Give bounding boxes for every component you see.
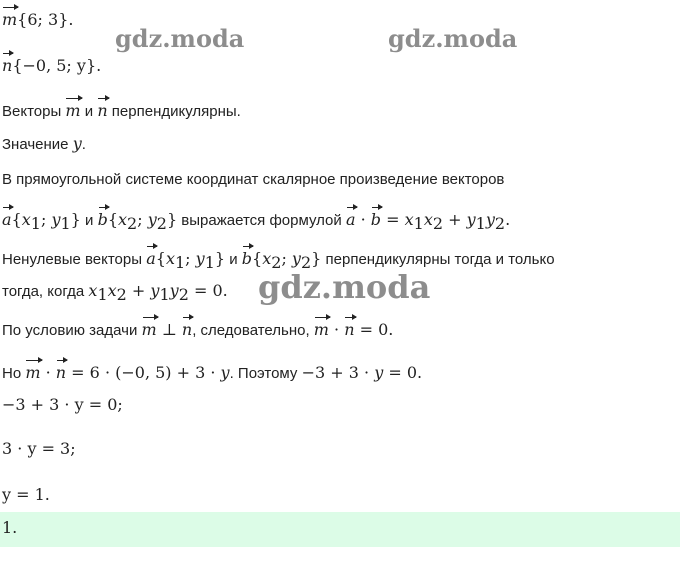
answer-value: 1. <box>2 518 18 537</box>
equation-step-1: −3 + 3 · y = 0; <box>2 395 123 414</box>
equation-step-3: y = 1. <box>2 485 50 504</box>
watermark: gdz.moda <box>115 24 245 53</box>
given-m: m{6; 3}. <box>2 4 73 33</box>
watermark: gdz.moda <box>258 268 431 306</box>
watermark: gdz.moda <box>388 24 518 53</box>
statement-find: Значение y. <box>2 134 86 153</box>
equation-step-2: 3 · y = 3; <box>2 439 76 458</box>
answer-box <box>0 512 680 547</box>
condition-applied: По условию задачи m ⊥ n, следовательно, m · n = 0. <box>2 314 393 343</box>
statement-perpendicular: Векторы m и n перпендикулярны. <box>2 95 241 124</box>
perpendicular-condition-cont: тогда, когда $x_1x_2 + y_1y_2 = 0$. <box>2 281 228 304</box>
perpendicular-condition: Ненулевые векторы $a\{x_1$; $y_1$} и $b\{x_2$; $y_2$} перпендикулярны тогда и только <box>2 243 555 275</box>
dot-product-formula: $a\{x_1$; $y_1$} и $b\{x_2$; $y_2$} выражается формулой $a \cdot b = x_1x_2 + y_1y_2$. <box>2 204 510 236</box>
theory-line: В прямоугольной системе координат скалярное произведение векторов <box>2 171 505 188</box>
given-n: n{−0, 5; y}. <box>2 50 101 79</box>
dot-product-calc: Но m · n = 6 · (−0, 5) + 3 · y. Поэтому −3 + 3 · y = 0. <box>2 357 422 386</box>
